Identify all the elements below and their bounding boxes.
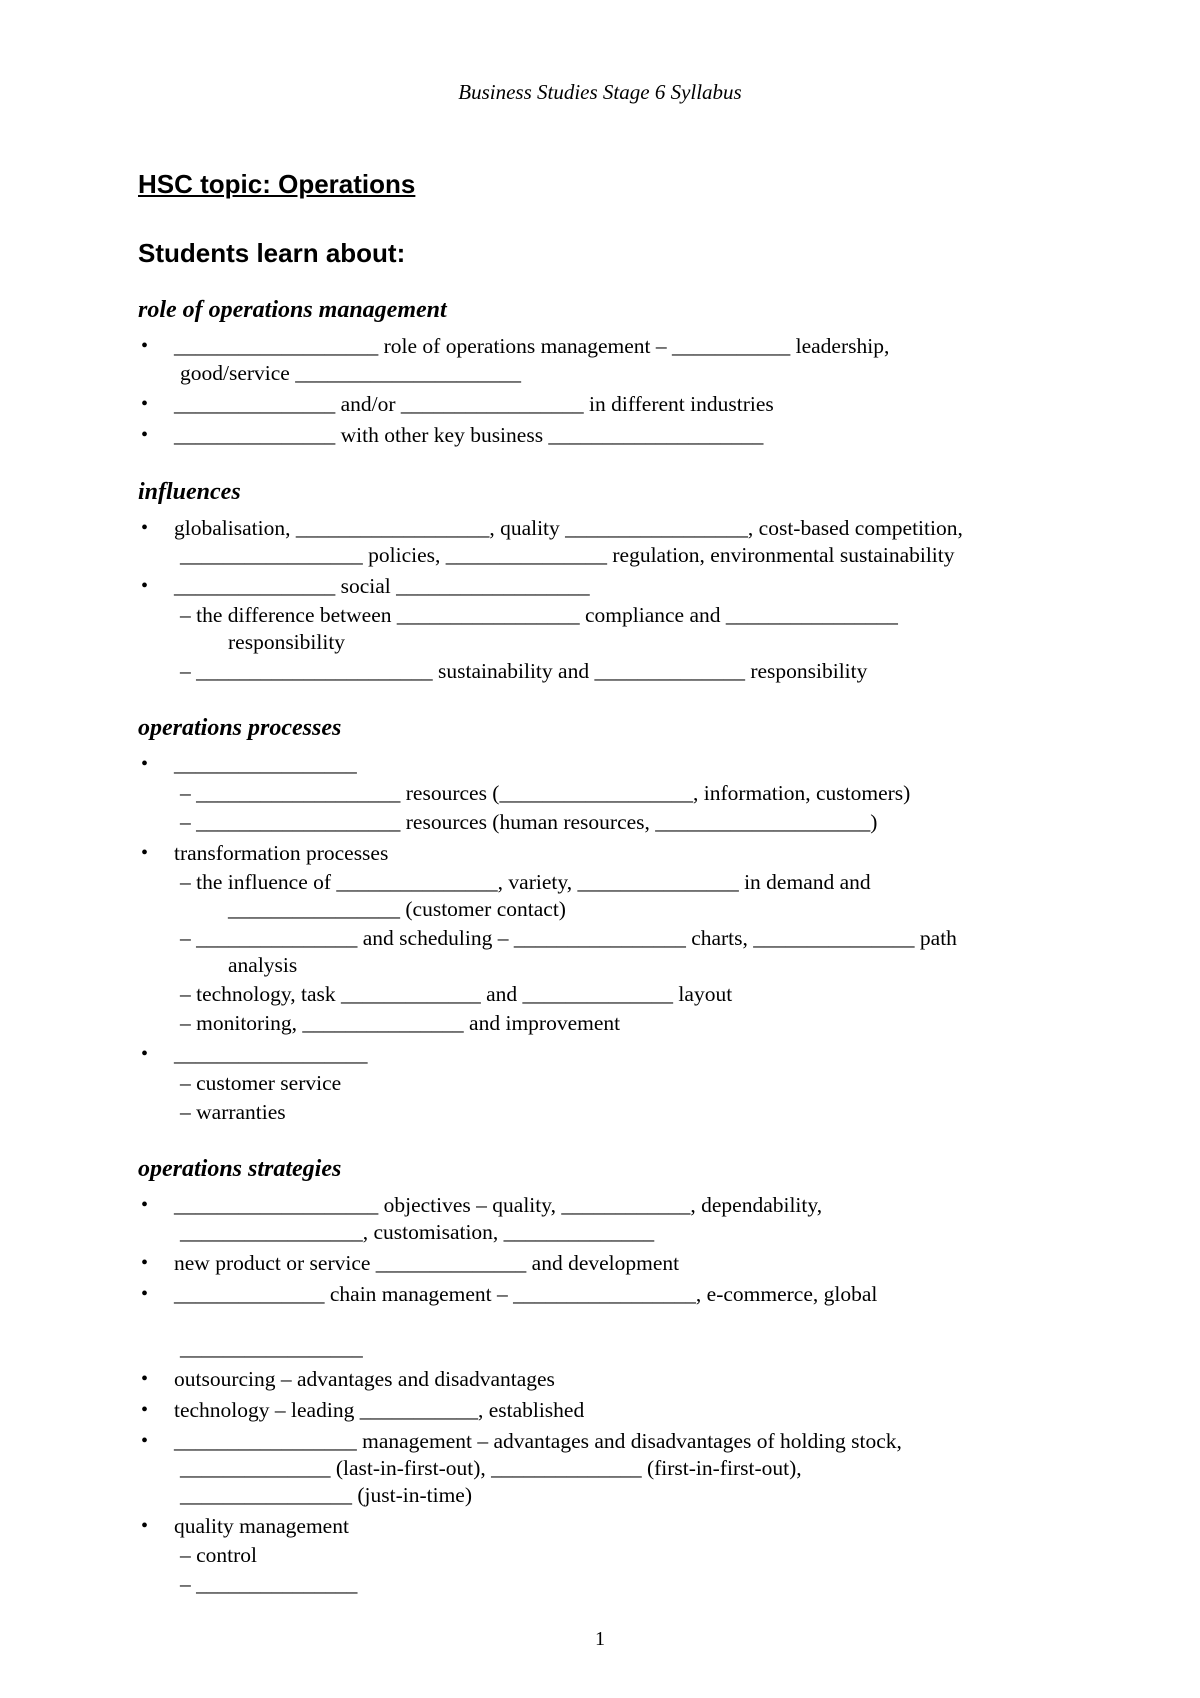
- bullet-line: quality management: [174, 1514, 349, 1538]
- sub-item-line: – ___________________ resources (__________________, information, customers): [180, 781, 911, 805]
- topic-title: HSC topic: Operations: [138, 169, 416, 199]
- sub-item-line: ________________ (customer contact): [228, 897, 566, 921]
- bullet-item: [138, 1513, 1098, 1598]
- sub-item: [174, 809, 1098, 836]
- sub-item-line: – _______________: [180, 1572, 358, 1596]
- bullet-item: [138, 1428, 1098, 1509]
- sub-item: [174, 1542, 1098, 1569]
- sub-item-line: – monitoring, _______________ and improvement: [180, 1011, 621, 1035]
- bullet-line: technology – leading ___________, established: [174, 1398, 585, 1422]
- bullet-line: _________________, customisation, ______________: [180, 1220, 655, 1244]
- bullet-line: transformation processes: [174, 841, 389, 865]
- sub-item-line: – ___________________ resources (human resources, ____________________): [180, 810, 878, 834]
- sub-item: [174, 925, 1098, 979]
- bullet-line: ______________ (last-in-first-out), ______________ (first-in-first-out),: [180, 1456, 802, 1480]
- sub-item: [174, 658, 1098, 685]
- section: [138, 475, 1098, 685]
- section: [138, 711, 1098, 1126]
- bullet-icon: •: [141, 1368, 149, 1390]
- learn-title: Students learn about:: [138, 238, 406, 268]
- sub-item-line: – the influence of _______________, variety, _______________ in demand and: [180, 870, 871, 894]
- bullet-icon: •: [141, 575, 149, 597]
- bullet-line: ________________ (just-in-time): [180, 1483, 473, 1507]
- sub-item-line: – control: [180, 1543, 258, 1567]
- sub-item: [174, 602, 1098, 656]
- bullet-icon: •: [141, 393, 149, 415]
- bullet-item: [138, 515, 1098, 569]
- bullet-icon: •: [141, 1283, 149, 1305]
- page-header: Business Studies Stage 6 Syllabus: [458, 80, 742, 104]
- bullet-line: _________________ management – advantages and disadvantages of holding stock,: [174, 1429, 902, 1453]
- bullet-line: _________________ policies, _______________ regulation, environmental sustainability: [180, 543, 955, 567]
- sub-item-line: – the difference between _________________ compliance and ________________: [180, 603, 898, 627]
- sub-item-line: – customer service: [180, 1071, 342, 1095]
- sub-item: [174, 780, 1098, 807]
- section-heading: operations strategies: [138, 1156, 342, 1182]
- bullet-line: _______________ with other key business ____________________: [174, 423, 764, 447]
- bullet-item: [138, 573, 1098, 685]
- bullet-item: [138, 333, 1098, 387]
- bullet-icon: •: [141, 1430, 149, 1452]
- sub-item-line: analysis: [228, 953, 298, 977]
- section-heading: role of operations management: [138, 297, 447, 323]
- sub-item: [174, 981, 1098, 1008]
- sub-item: [174, 1571, 1098, 1598]
- bullet-line: ___________________ objectives – quality, ____________, dependability,: [174, 1193, 823, 1217]
- bullet-item: [138, 1397, 1098, 1424]
- bullet-icon: •: [141, 753, 149, 775]
- section-heading: operations processes: [138, 715, 342, 741]
- bullet-icon: •: [141, 1252, 149, 1274]
- bullet-item: [138, 751, 1098, 836]
- bullet-line: __________________: [174, 1042, 368, 1066]
- bullet-item: [138, 1250, 1098, 1277]
- bullet-line: _________________: [180, 1336, 363, 1360]
- sub-item: [174, 1010, 1098, 1037]
- sub-item-line: – _______________ and scheduling – ________________ charts, _______________ path: [180, 926, 957, 950]
- bullet-item: [138, 1192, 1098, 1246]
- bullet-line: new product or service ______________ and development: [174, 1251, 680, 1275]
- bullet-icon: •: [141, 335, 149, 357]
- bullet-item: [138, 1041, 1098, 1126]
- sub-item: [174, 869, 1098, 923]
- section-heading: influences: [138, 479, 241, 505]
- bullet-icon: •: [141, 1515, 149, 1537]
- bullet-icon: •: [141, 517, 149, 539]
- bullet-line: ___________________ role of operations management – ___________ leadership,: [174, 334, 890, 358]
- bullet-item: [138, 391, 1098, 418]
- bullet-line: ______________ chain management – _________________, e-commerce, global: [174, 1282, 878, 1306]
- bullet-line: [174, 1308, 1098, 1335]
- sub-item-line: – technology, task _____________ and ______________ layout: [180, 982, 733, 1006]
- sub-item-line: responsibility: [228, 630, 346, 654]
- bullet-icon: •: [141, 424, 149, 446]
- sub-item: [174, 1099, 1098, 1126]
- bullet-line: _________________: [174, 752, 357, 776]
- section: [138, 293, 1098, 449]
- bullet-icon: •: [141, 842, 149, 864]
- bullet-icon: •: [141, 1194, 149, 1216]
- sub-item-line: – ______________________ sustainability and ______________ responsibility: [180, 659, 868, 683]
- section: [138, 1152, 1098, 1598]
- bullet-item: [138, 1281, 1098, 1362]
- bullet-line: globalisation, __________________, quality _________________, cost-based competition,: [174, 516, 963, 540]
- bullet-line: outsourcing – advantages and disadvantages: [174, 1367, 555, 1391]
- sub-item: [174, 1070, 1098, 1097]
- bullet-item: [138, 1366, 1098, 1393]
- bullet-line: good/service _____________________: [180, 361, 521, 385]
- sub-item-line: – warranties: [180, 1100, 286, 1124]
- bullet-item: [138, 840, 1098, 1037]
- bullet-item: [138, 422, 1098, 449]
- document-body: [138, 163, 1098, 1624]
- bullet-icon: •: [141, 1399, 149, 1421]
- bullet-line: _______________ social __________________: [174, 574, 590, 598]
- bullet-icon: •: [141, 1043, 149, 1065]
- page-number: 1: [595, 1628, 605, 1650]
- bullet-line: _______________ and/or _________________ in different industries: [174, 392, 774, 416]
- syllabus-sections: [138, 293, 1098, 1598]
